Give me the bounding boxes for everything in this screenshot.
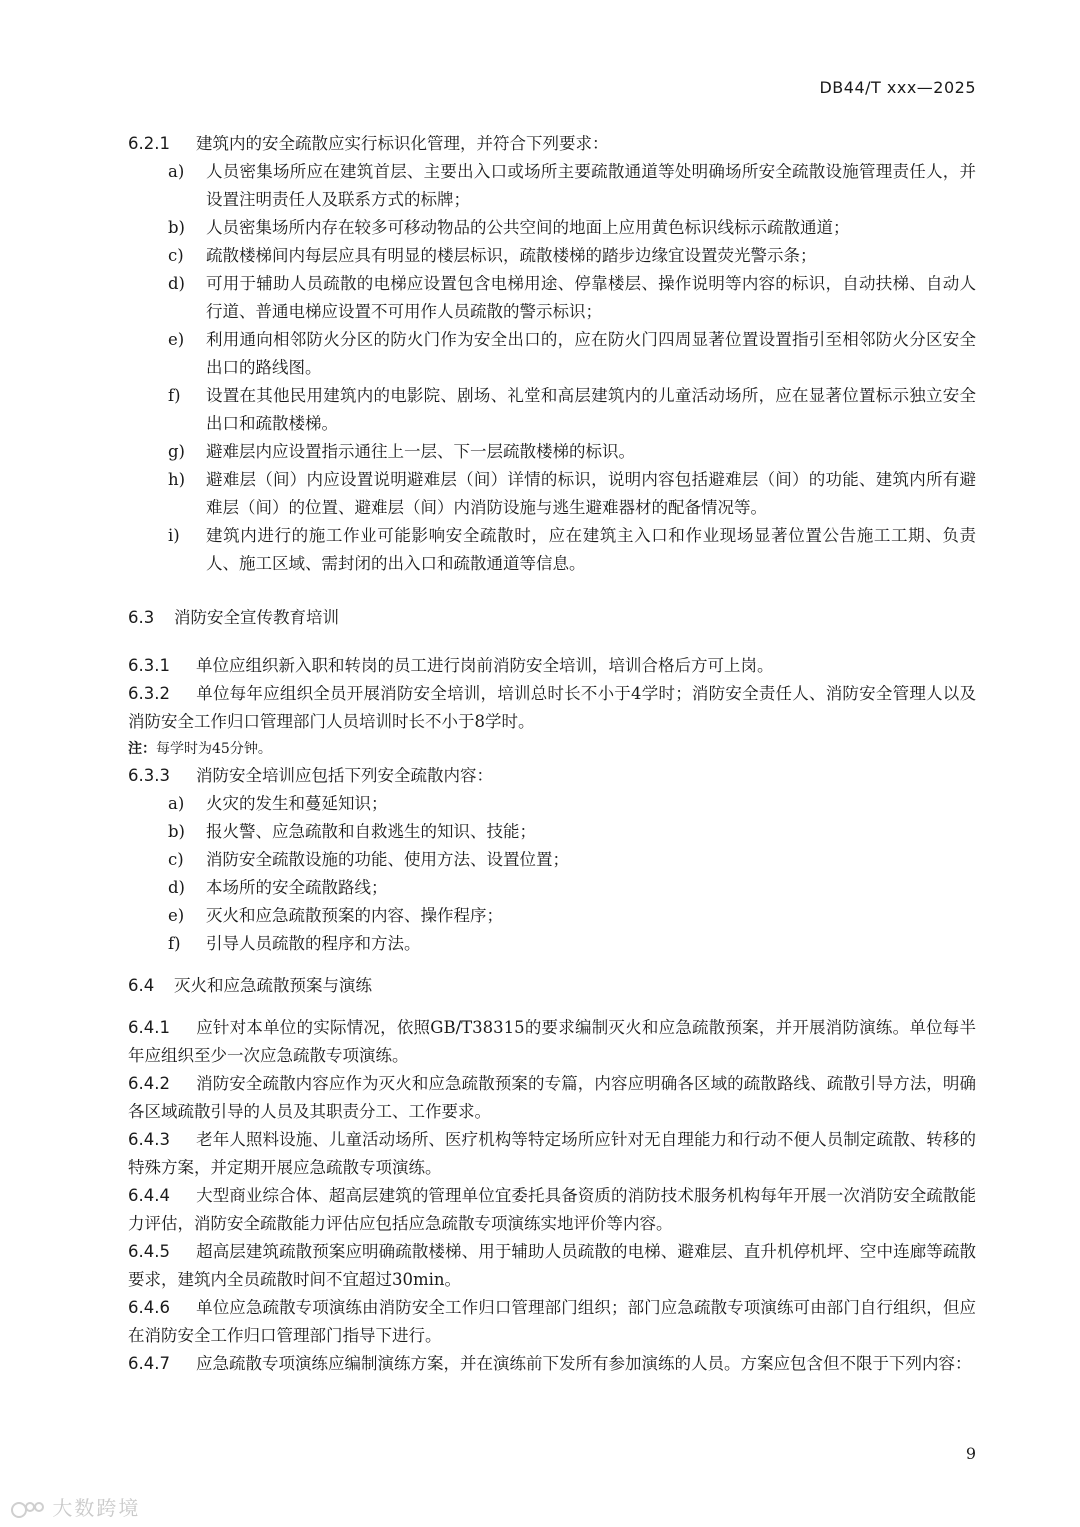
list-item: a) 人员密集场所应在建筑首层、主要出入口或场所主要疏散通道等处明确场所安全疏散设施管理责任人，并设置注明责任人及联系方式的标牌； — [168, 162, 976, 209]
clause-6-4-4: 6.4.4 大型商业综合体、超高层建筑的管理单位宜委托具备资质的消防技术服务机构每年开展一次消防安全疏散能力评估，消防安全疏散能力评估应包括应急疏散专项演练实地评价等内容。 — [128, 1186, 976, 1233]
list-item: e) 灭火和应急疏散预案的内容、操作程序； — [168, 906, 503, 925]
list-item: a) 火灾的发生和蔓延知识； — [168, 794, 388, 813]
section-number: 6.3 — [128, 608, 155, 627]
list-item: i) 建筑内进行的施工作业可能影响安全疏散时，应在建筑主入口和作业现场显著位置公告施工工期、负责人、施工区域、需封闭的出入口和疏散通道等信息。 — [168, 526, 976, 573]
clause-6-3-3-list — [128, 790, 976, 958]
list-item: d) 本场所的安全疏散路线； — [168, 878, 388, 897]
clause-6-4-1: 6.4.1 应针对本单位的实际情况，依照GB/T38315的要求编制灭火和应急疏散预案，并开展消防演练。单位每半年应组织至少一次应急疏散专项演练。 — [128, 1018, 976, 1065]
clause-6-3-3: 6.3.3 消防安全培训应包括下列安全疏散内容： — [128, 766, 493, 785]
list-item: e) 利用通向相邻防火分区的防火门作为安全出口的，应在防火门四周显著位置设置指引至相邻防火分区安全出口的路线图。 — [168, 330, 976, 377]
clause-6-4-2: 6.4.2 消防安全疏散内容应作为灭火和应急疏散预案的专篇，内容应明确各区域的疏散路线、疏散引导方法，明确各区域疏散引导的人员及其职责分工、工作要求。 — [128, 1074, 976, 1121]
list-item: d) 可用于辅助人员疏散的电梯应设置包含电梯用途、停靠楼层、操作说明等内容的标识，自动扶梯、自动人行道、普通电梯应设置不可用作人员疏散的警示标识； — [168, 274, 976, 321]
document-code-header: DB44/T xxx—2025 — [819, 78, 976, 97]
watermark-text: 大数跨境 — [52, 1496, 141, 1520]
brand-logo-icon — [10, 1499, 44, 1521]
document-body — [128, 130, 976, 1378]
clause-6-4-5: 6.4.5 超高层建筑疏散预案应明确疏散楼梯、用于辅助人员疏散的电梯、避难层、直升机停机坪、空中连廊等疏散要求，建筑内全员疏散时间不宜超过30min。 — [128, 1242, 976, 1289]
list-item: h) 避难层（间）内应设置说明避难层（间）详情的标识，说明内容包括避难层（间）的功能、建筑内所有避难层（间）的位置、避难层（间）内消防设施与逃生避难器材的配备情况等。 — [168, 470, 976, 517]
clause-6-2-1-list — [128, 158, 976, 578]
clause-6-4-6: 6.4.6 单位应急疏散专项演练由消防安全工作归口管理部门组织；部门应急疏散专项演练可由部门自行组织，但应在消防安全工作归口管理部门指导下进行。 — [128, 1298, 976, 1345]
list-item: b) 报火警、应急疏散和自救逃生的知识、技能； — [168, 822, 536, 841]
clause-6-2-1 — [128, 130, 976, 158]
clause-text: 建筑内的安全疏散应实行标识化管理，并符合下列要求： — [196, 134, 609, 153]
section-heading-6-4 — [128, 972, 976, 1000]
clause-6-4-7: 6.4.7 应急疏散专项演练应编制演练方案，并在演练前下发所有参加演练的人员。方案应包含但不限于下列内容： — [128, 1354, 972, 1373]
list-item: f) 引导人员疏散的程序和方法。 — [168, 934, 421, 953]
clause-number: 6.2.1 — [128, 134, 170, 153]
list-item: g) 避难层内应设置指示通往上一层、下一层疏散楼梯的标识。 — [168, 442, 635, 461]
clause-6-3-2: 6.3.2 单位每年应组织全员开展消防安全培训，培训总时长不小于4学时；消防安全责任人、消防安全管理人以及消防安全工作归口管理部门人员培训时长不小于8学时。 — [128, 684, 976, 731]
clause-6-4-3: 6.4.3 老年人照料设施、儿童活动场所、医疗机构等特定场所应针对无自理能力和行动不便人员制定疏散、转移的特殊方案，并定期开展应急疏散专项演练。 — [128, 1130, 976, 1177]
section-number: 6.4 — [128, 976, 155, 995]
list-item: c) 消防安全疏散设施的功能、使用方法、设置位置； — [168, 850, 569, 869]
section-heading-6-3 — [128, 604, 976, 632]
watermark — [10, 1492, 140, 1521]
note-label: 注： — [128, 741, 156, 757]
list-item: c) 疏散楼梯间内每层应具有明显的楼层标识，疏散楼梯的踏步边缘宜设置荧光警示条； — [168, 246, 817, 265]
section-title: 灭火和应急疏散预案与演练 — [174, 976, 372, 995]
note — [128, 736, 976, 762]
list-item: b) 人员密集场所内存在较多可移动物品的公共空间的地面上应用黄色标识线标示疏散通道； — [168, 218, 850, 237]
section-title: 消防安全宣传教育培训 — [174, 608, 339, 627]
list-item: f) 设置在其他民用建筑内的电影院、剧场、礼堂和高层建筑内的儿童活动场所，应在显著位置标示独立安全出口和疏散楼梯。 — [168, 386, 976, 433]
note-text: 每学时为45分钟。 — [156, 741, 272, 757]
clause-6-3-1: 6.3.1 单位应组织新入职和转岗的员工进行岗前消防安全培训，培训合格后方可上岗。 — [128, 656, 774, 675]
page-number: 9 — [965, 1444, 976, 1463]
